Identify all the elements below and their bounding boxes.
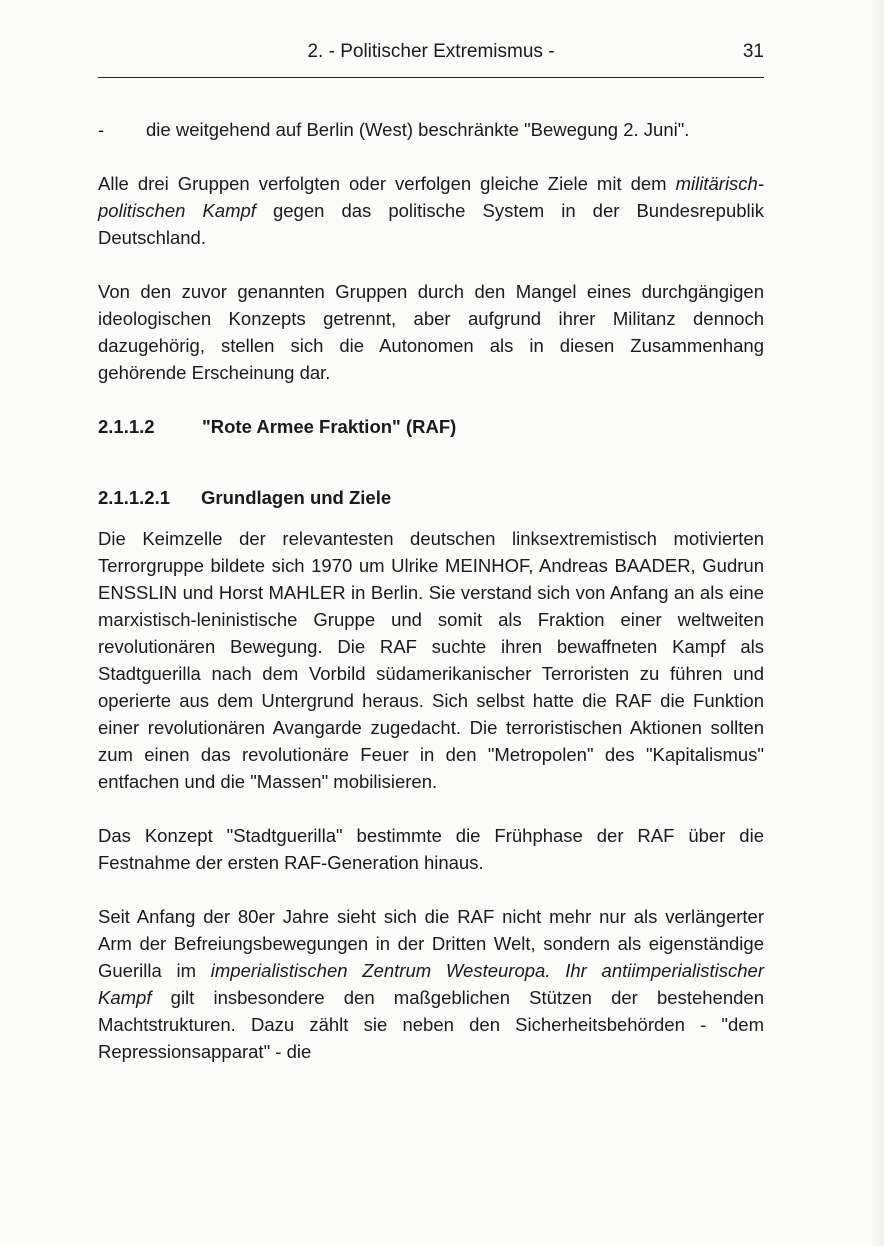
paragraph-text: Seit Anfang der 80er Jahre sieht sich die RAF nicht mehr nur als verlängerter Arm der Befreiungsbewegungen in der Dritten Welt, sondern als eigenständige Guerilla im [98, 906, 764, 981]
paragraph-goals [98, 170, 764, 251]
section-heading [98, 413, 764, 440]
list-item [98, 116, 764, 143]
page-edge [870, 0, 884, 1246]
paragraph-text: Alle drei Gruppen verfolgten oder verfolgen gleiche Ziele mit dem [98, 173, 676, 194]
paragraph-stadtguerilla: Das Konzept "Stadtguerilla" bestimmte die Frühphase der RAF über die Festnahme der ersten RAF-Generation hinaus. [98, 825, 764, 873]
emphasis-text: militärisch-politischen Kampf [98, 173, 764, 221]
paragraph-origins: Die Keimzelle der relevantesten deutschen linksextremistisch motivierten Terrorgruppe bildete sich 1970 um Ulrike MEINHOF, Andreas BAADER, Gudrun ENSSLIN und Horst MAHLER in Berlin. Sie verstand sich von Anfang an als eine marxistisch-leninistische Gruppe und somit als Fraktion einer weltweiten revolutionären Bewegung. Die RAF suchte ihren bewaffneten Kampf als Stadtguerilla nach dem Vorbild südamerikanischer Terroristen zu führen und operierte aus dem Untergrund heraus. Sich selbst hatte die RAF die Funktion einer revolutionären Avangarde zugedacht. Die terroristischen Aktionen sollten zum einen das revolutionäre Feuer in den "Metropolen" des "Kapitalismus" entfachen und die "Massen" mobilisieren. [98, 528, 764, 792]
list-dash: - [98, 119, 105, 140]
subsection-number: 2.1.1.2.1 [98, 487, 171, 508]
paragraph-autonomen: Von den zuvor genannten Gruppen durch den Mangel eines durchgängigen ideologischen Konzepts getrennt, aber aufgrund ihrer Militanz dennoch dazugehörig, stellen sich die Autonomen als in diesen Zusammenhang gehörende Erscheinung dar. [98, 281, 764, 383]
list-item-text: die weitgehend auf Berlin (West) beschränkte "Bewegung 2. Juni". [146, 119, 690, 140]
subsection-title: Grundlagen und Ziele [201, 487, 392, 508]
paragraph-eighties [98, 903, 764, 1065]
section-number: 2.1.1.2 [98, 416, 155, 437]
page-header [98, 38, 764, 66]
subsection-heading [98, 484, 764, 511]
section-title: "Rote Armee Fraktion" (RAF) [202, 416, 457, 437]
page-number: 31 [742, 41, 764, 62]
paragraph-text: gegen das politische System in der Bundesrepublik Deutschland. [98, 200, 764, 248]
emphasis-text: imperialistischen Zentrum Westeuropa. Ihr antiimperialistischer Kampf [98, 960, 764, 1008]
page-body [98, 116, 764, 1065]
header-title: 2. - Politischer Extremismus - [307, 41, 555, 62]
header-rule [98, 77, 764, 78]
paragraph-text: gilt insbesondere den maßgeblichen Stützen der bestehenden Machtstrukturen. Dazu zählt sie neben den Sicherheitsbehörden - "dem Repressionsapparat" - die [98, 987, 764, 1062]
